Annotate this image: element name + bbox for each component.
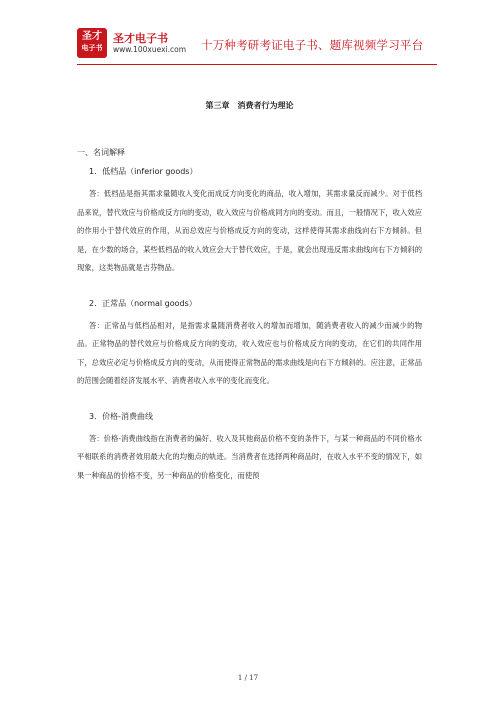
logo-text-line1: 圣才 bbox=[82, 31, 102, 42]
term-title-3: 3．价格-消费曲线 bbox=[89, 411, 153, 421]
chapter-title: 第三章 消费者行为理论 bbox=[205, 101, 294, 110]
term-answer-1: 答：低档品是指其需求量随收入变化而成反方向变化的商品，收入增加，其需求量反而减少。对于低档品来说，替代效应与价格成反方向的变动，收入效应与价格成同方向的变动。而且，一般情况下，收入效应的作用小于替代效应的作用，从而总效应与价格成反方向的变动，这样使得其需求曲线向右下方倾斜。但是，在少数的场合，某些低档品的收入效应会大于替代效应，于是，就会出现违反需求曲线向右下方倾斜的现象，这类物品就是吉芬物品。 bbox=[77, 189, 422, 272]
brand-name: 圣才电子书 bbox=[113, 32, 168, 45]
term-title-2: 2．正常品（normal goods） bbox=[89, 298, 197, 308]
page-header bbox=[77, 28, 437, 62]
term-answer-3: 答：价格-消费曲线指在消费者的偏好、收入及其他商品价格不变的条件下，与某一种商品的不同价格水平相联系的消费者效用最大化的均衡点的轨迹。当消费者在选择两种商品时，在收入水平不变的情况下，如果一种商品的价格不变，另一种商品的价格变化，而使预 bbox=[77, 433, 422, 480]
term-answer-2: 答：正常品与低档品相对，是指需求量随消费者收入的增加而增加，随消费者收入的减少而减少的物品。正常物品的替代效应与价格成反方向的变动，收入效应也与价格成反方向的变动，在它们的共同作用下，总效应必定与价格成反方向的变动，从而使得正常物品的需求曲线是向右下方倾斜的。应注意，正常品的范围会随着经济发展水平、消费者收入水平的变化而变化。 bbox=[77, 320, 422, 385]
brand-url[interactable]: www.100xuexi.com bbox=[113, 45, 187, 54]
section-title: 一、名词解释 bbox=[77, 148, 125, 157]
brand-logo bbox=[77, 28, 107, 58]
header-slogan: 十万种考研考证电子书、题库视频学习平台 bbox=[201, 38, 424, 52]
logo-text-line2: 电子书 bbox=[81, 44, 103, 52]
header-divider bbox=[77, 64, 437, 65]
page-number: 1 / 17 bbox=[237, 674, 259, 682]
document-body bbox=[77, 86, 422, 507]
term-title-1: 1．低档品（inferior goods） bbox=[89, 167, 198, 176]
